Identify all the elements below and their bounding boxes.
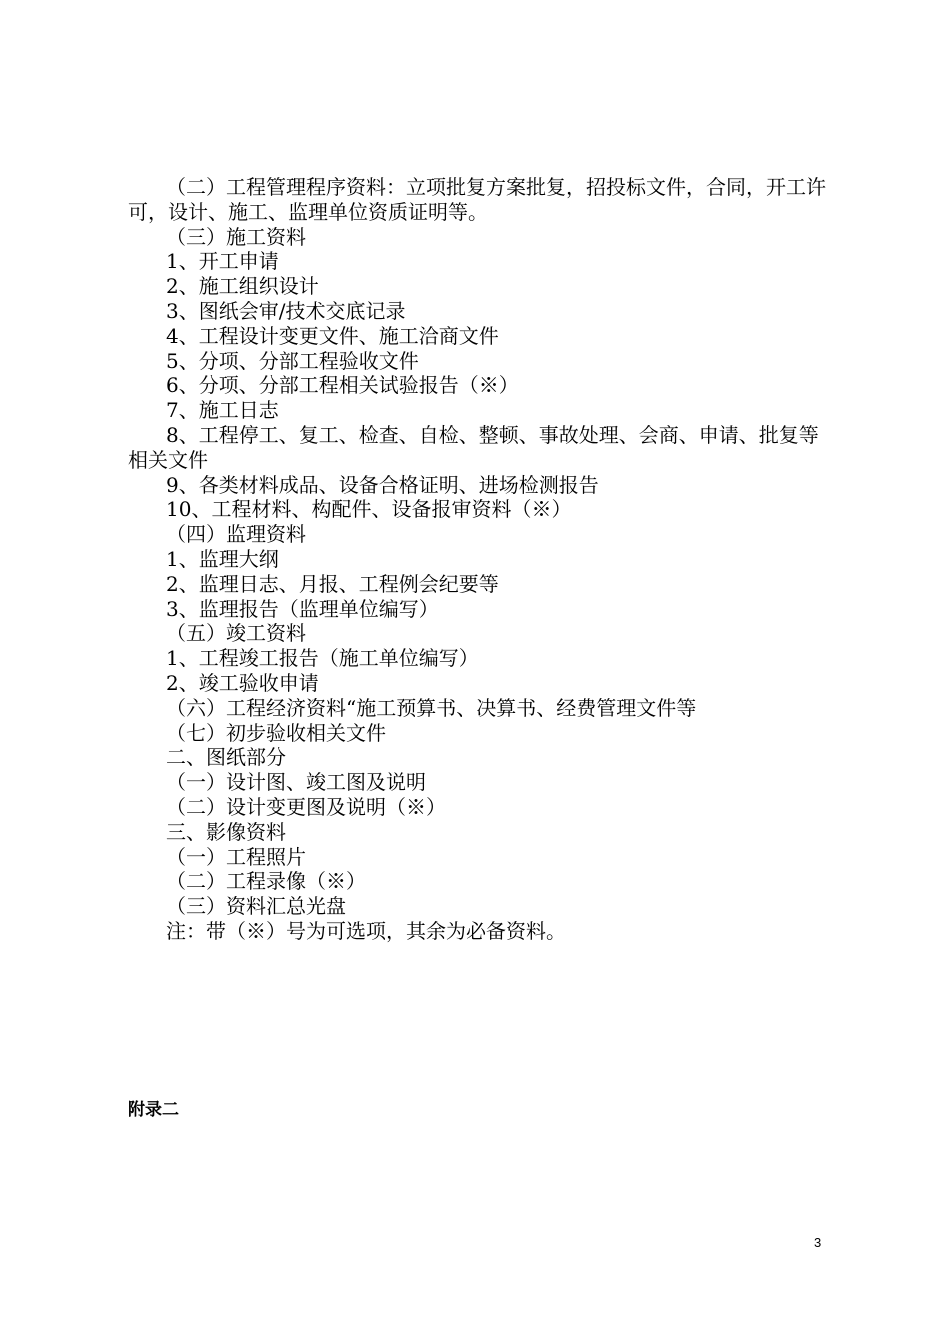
list-item: （三）资料汇总光盘 — [166, 894, 346, 919]
list-item: 10、工程材料、构配件、设备报审资料（※） — [166, 497, 572, 522]
list-item: 7、施工日志 — [166, 398, 279, 423]
list-item: （一）工程照片 — [166, 844, 306, 869]
list-item: 2、竣工验收申请 — [166, 670, 319, 695]
section-supervision-materials: （四）监理资料 — [166, 522, 306, 547]
list-item: 2、施工组织设计 — [166, 274, 319, 299]
section-construction-materials: （三）施工资料 — [166, 224, 306, 249]
paragraph-management-procedures: （二）工程管理程序资料：立项批复方案批复，招投标文件，合同，开工许可，设计、施工、监理单位资质证明等。 — [128, 175, 826, 224]
list-item: 5、分项、分部工程验收文件 — [166, 348, 419, 373]
note-optional-items: 注：带（※）号为可选项，其余为必备资料。 — [166, 918, 566, 943]
page-number: 3 — [814, 1235, 822, 1250]
section-imaging-materials: 三、影像资料 — [166, 819, 286, 844]
list-item: 3、监理报告（监理单位编写） — [166, 596, 439, 621]
list-item: 1、工程竣工报告（施工单位编写） — [166, 646, 479, 671]
list-item: （一）设计图、竣工图及说明 — [166, 770, 426, 795]
section-economic-materials: （六）工程经济资料“施工预算书、决算书、经费管理文件等 — [166, 695, 697, 720]
list-item: （二）设计变更图及说明（※） — [166, 794, 446, 819]
list-item: 1、监理大纲 — [166, 546, 279, 571]
list-item: 2、监理日志、月报、工程例会纪要等 — [166, 571, 499, 596]
list-item: 9、各类材料成品、设备合格证明、进场检测报告 — [166, 472, 599, 497]
list-item: 1、开工申请 — [166, 249, 279, 274]
document-body — [128, 175, 828, 944]
appendix-heading: 附录二 — [128, 1100, 179, 1120]
list-item: 3、图纸会审/技术交底记录 — [166, 298, 406, 323]
section-preliminary-acceptance: （七）初步验收相关文件 — [166, 720, 386, 745]
list-item: 6、分项、分部工程相关试验报告（※） — [166, 373, 519, 398]
list-item: （二）工程录像（※） — [166, 869, 366, 894]
list-item: 8、工程停工、复工、检查、自检、整顿、事故处理、会商、申请、批复等相关文件 — [128, 422, 819, 472]
list-item: 4、工程设计变更文件、施工洽商文件 — [166, 323, 499, 348]
section-drawings: 二、图纸部分 — [166, 745, 286, 770]
section-completion-materials: （五）竣工资料 — [166, 621, 306, 646]
